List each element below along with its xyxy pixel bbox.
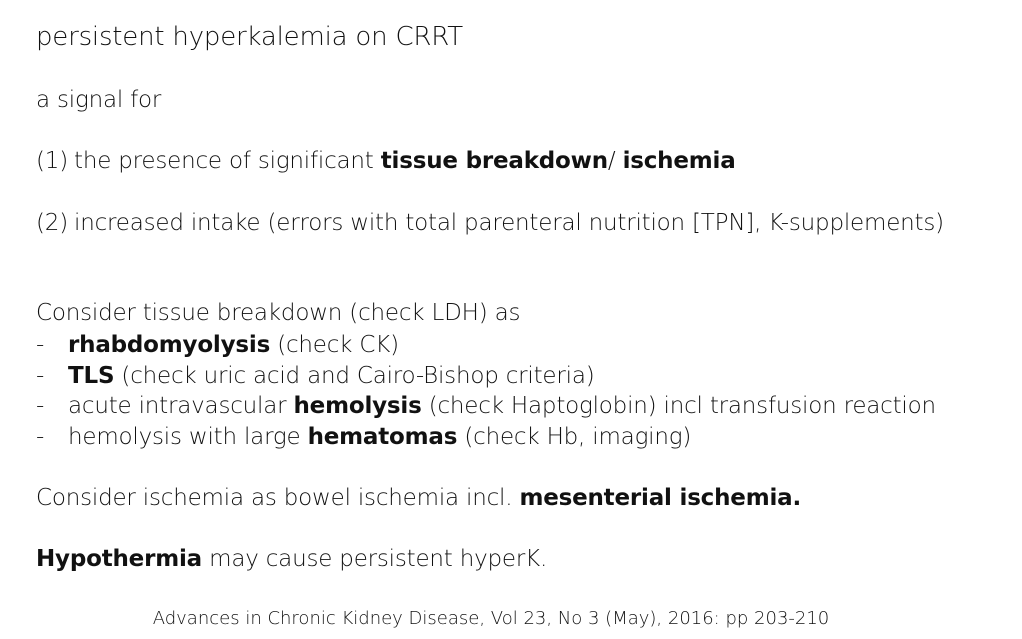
item-pre: acute intravascular — [68, 393, 294, 419]
item-post: (check Hb, imaging) — [457, 424, 692, 450]
item-post: (check Haptoglobin) incl transfusion reaction — [421, 393, 936, 419]
bullet-dash: - — [36, 332, 45, 358]
item-bold: TLS — [68, 363, 115, 389]
item-post: (check uric acid and Cairo-Bishop criteria) — [114, 363, 595, 389]
cause-1-tissue-breakdown: tissue breakdown — [380, 148, 608, 174]
cause-1-ischemia: ischemia — [622, 148, 736, 174]
ischemia-bold: mesenterial ischemia. — [519, 485, 802, 511]
cause-1-number: (1) — [36, 148, 68, 174]
breakdown-item-hemolysis — [36, 391, 936, 421]
bullet-dash: - — [36, 424, 45, 450]
slide-title: persistent hyperkalemia on CRRT — [36, 22, 463, 52]
cause-1 — [36, 146, 736, 176]
breakdown-item-tls — [36, 361, 595, 391]
cause-1-text: the presence of significant — [74, 148, 381, 174]
item-bold: hematomas — [307, 424, 458, 450]
breakdown-item-hematomas — [36, 422, 691, 452]
reference-citation: Advances in Chronic Kidney Disease, Vol 23, No 3 (May), 2016: pp 203-210 — [152, 608, 830, 629]
hypothermia-post: may cause persistent hyperK. — [202, 546, 548, 572]
ischemia-pre: Consider ischemia as bowel ischemia incl. — [36, 485, 520, 511]
cause-2-text: increased intake (errors with total parenteral nutrition [TPN], K-supplements) — [74, 210, 944, 236]
bullet-dash: - — [36, 393, 45, 419]
bullet-dash: - — [36, 363, 45, 389]
item-bold: rhabdomyolysis — [68, 332, 271, 358]
item-bold: hemolysis — [293, 393, 422, 419]
ischemia-note — [36, 483, 801, 513]
item-pre: hemolysis with large — [68, 424, 308, 450]
breakdown-item-rhabdomyolysis — [36, 330, 399, 360]
item-post: (check CK) — [270, 332, 399, 358]
cause-2-number: (2) — [36, 210, 68, 236]
hypothermia-note — [36, 544, 547, 574]
breakdown-intro: Consider tissue breakdown (check LDH) as — [36, 300, 521, 326]
cause-1-separator: / — [607, 148, 623, 174]
hypothermia-bold: Hypothermia — [36, 546, 202, 572]
signal-intro: a signal for — [36, 87, 162, 113]
cause-2 — [36, 208, 944, 238]
